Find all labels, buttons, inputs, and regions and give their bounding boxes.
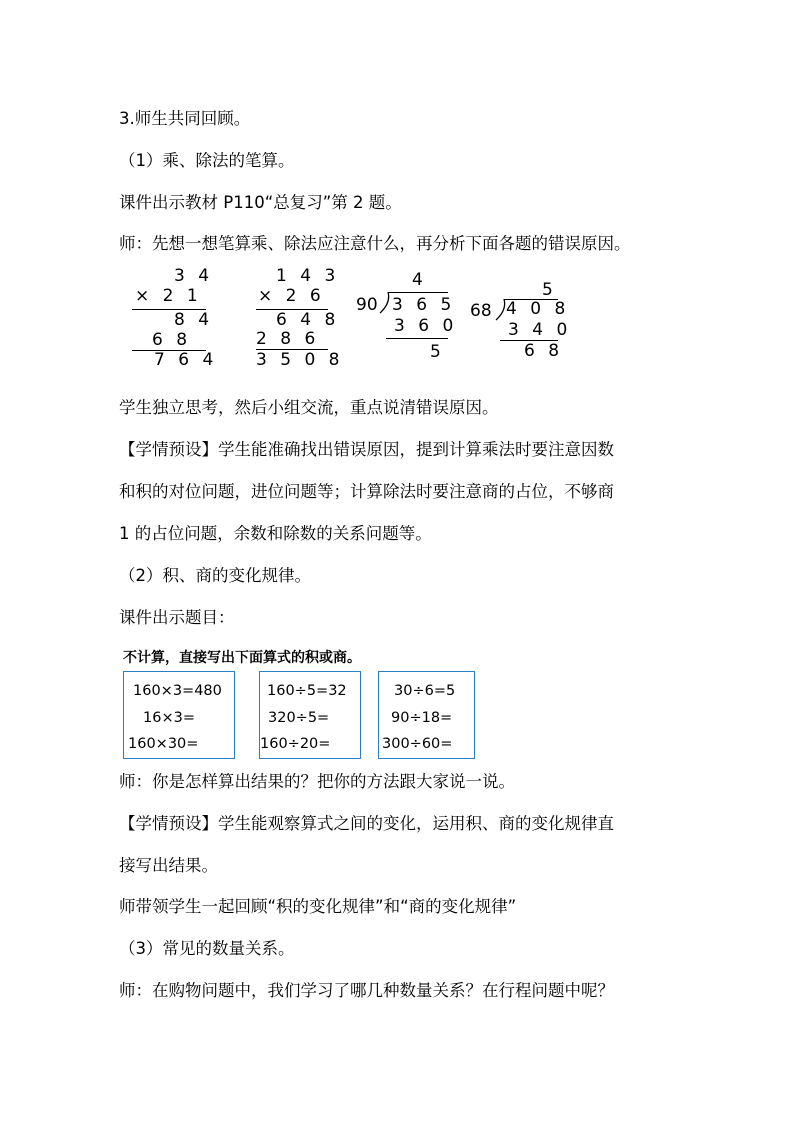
division-calc-1 — [356, 270, 458, 365]
paragraph: 课件出示题目： — [119, 608, 235, 627]
division-calc-2 — [470, 280, 572, 365]
exercise-instruction: 不计算，直接写出下面算式的积或商。 — [123, 650, 361, 666]
divisor: 68 — [470, 301, 492, 321]
paragraph: 【学情预设】学生能准确找出错误原因，提到计算乘法时要注意因数 — [119, 440, 614, 459]
paragraph: 【学情预设】学生能观察算式之间的变化，运用积、商的变化规律直 — [119, 814, 614, 833]
equation: 300÷60= — [382, 736, 453, 752]
calc-row: 8 4 — [174, 310, 214, 330]
equation: 160÷5=32 — [267, 683, 347, 699]
dividend: 4 0 8 — [506, 299, 570, 319]
equation: 30÷6=5 — [394, 683, 456, 699]
paragraph: 师：在购物问题中，我们学习了哪几种数量关系？在行程问题中呢？ — [119, 981, 614, 1000]
equation: 160÷20= — [260, 736, 331, 752]
calc-row: 6 8 — [152, 330, 192, 350]
subsection-heading: （3）常见的数量关系。 — [119, 939, 295, 958]
partial-product: 3 6 0 — [394, 316, 458, 336]
equation: 160×30= — [128, 736, 199, 752]
partial-product: 3 4 0 — [508, 320, 572, 340]
paragraph: 接写出结果。 — [119, 856, 218, 875]
subsection-heading: （2）积、商的变化规律。 — [119, 566, 311, 585]
equation: 320÷5= — [268, 710, 330, 726]
quotient: 5 — [542, 280, 557, 300]
exercise-box-3 — [378, 671, 475, 759]
paragraph: 学生独立思考，然后小组交流，重点说清错误原因。 — [119, 398, 499, 417]
calc-row: 2 8 6 — [256, 329, 320, 349]
division-bracket-icon — [494, 299, 506, 321]
quotient: 4 — [412, 270, 427, 290]
calc-line — [386, 338, 448, 339]
equation: 90÷18= — [391, 710, 453, 726]
calc-row: 6 4 8 — [276, 310, 340, 330]
division-bar — [388, 292, 448, 293]
section-heading: 3.师生共同回顾。 — [119, 109, 251, 128]
remainder: 5 — [430, 342, 445, 362]
paragraph: 师：先想一想笔算乘、除法应注意什么，再分析下面各题的错误原因。 — [119, 234, 631, 253]
exercise-box-1 — [123, 671, 235, 759]
dividend: 3 6 5 — [392, 295, 456, 315]
calc-row: 7 6 4 — [154, 350, 218, 370]
multiplication-calc-1 — [130, 266, 218, 370]
paragraph: 1 的占位问题，余数和除数的关系问题等。 — [119, 524, 432, 543]
exercise-box-2 — [259, 671, 361, 759]
multiplication-calc-2 — [252, 266, 344, 370]
equation: 160×3=480 — [133, 683, 222, 699]
calc-row: × 2 6 — [258, 286, 325, 306]
calc-row: 3 5 0 8 — [256, 350, 344, 370]
divisor: 90 — [356, 295, 378, 315]
calc-row: 1 4 3 — [276, 266, 340, 286]
paragraph: 师带领学生一起回顾“积的变化规律”和“商的变化规律” — [119, 897, 517, 916]
calc-row: × 2 1 — [135, 286, 202, 306]
equation: 16×3= — [143, 710, 195, 726]
remainder: 6 8 — [524, 341, 564, 361]
paragraph: 师：你是怎样算出结果的？把你的方法跟大家说一说。 — [119, 772, 515, 791]
division-bracket-icon — [378, 292, 390, 314]
calc-row: 3 4 — [174, 266, 214, 286]
paragraph: 课件出示教材 P110“总复习”第 2 题。 — [119, 193, 402, 212]
paragraph: 和积的对位问题，进位问题等；计算除法时要注意商的占位，不够商 — [119, 482, 614, 501]
subsection-heading: （1）乘、除法的笔算。 — [119, 151, 295, 170]
